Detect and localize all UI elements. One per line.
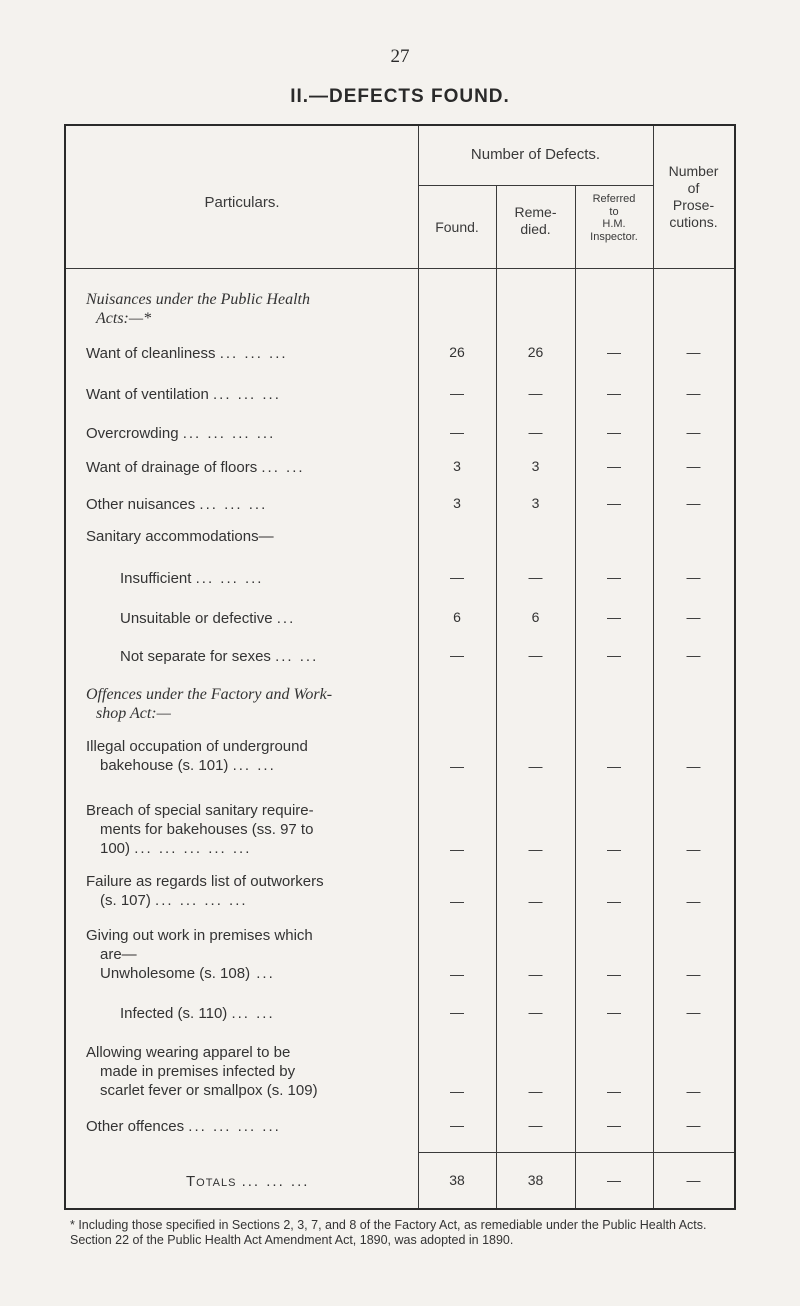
cell-referred: — <box>607 758 621 774</box>
cell-referred: — <box>607 1004 621 1020</box>
row-label-line: Giving out work in premises which <box>86 927 313 944</box>
column-divider <box>653 126 654 1208</box>
cell-remedied: — <box>528 758 543 774</box>
totals-label: Totals ... ... ... <box>186 1173 310 1190</box>
cell-prosecutions: — <box>686 893 701 909</box>
cell-remedied: — <box>528 841 543 857</box>
cell-referred: — <box>607 458 621 474</box>
cell-remedied: — <box>528 424 543 440</box>
header-referred <box>575 193 653 243</box>
cell-referred: — <box>607 424 621 440</box>
header-rule <box>66 268 734 269</box>
header-referred-line: H.M. <box>602 218 626 230</box>
cell-found: 38 <box>449 1172 465 1188</box>
row-label-line: Failure as regards list of outworkers <box>86 873 324 890</box>
cell-prosecutions: — <box>686 458 701 474</box>
cell-remedied: — <box>528 1083 543 1099</box>
cell-found: — <box>450 385 464 401</box>
row-label: Not separate for sexes ... ... <box>120 648 319 665</box>
cell-prosecutions: — <box>686 1004 701 1020</box>
cell-remedied: — <box>528 647 543 663</box>
cell-remedied: 26 <box>527 344 544 360</box>
cell-referred: — <box>607 893 621 909</box>
section-heading-line: Nuisances under the Public Health <box>86 291 310 308</box>
row-label <box>86 872 416 910</box>
header-particulars: Particulars. <box>204 194 280 211</box>
header-subrule <box>418 185 653 186</box>
footnote: * Including those specified in Sections 2, 3, 7, and 8 of the Factory Act, as remediable under the Public Health Acts. Section 22 of the Public Health Act Amendment Act, 1890, was adopted in 1890. <box>70 1218 707 1247</box>
row-label-line: Illegal occupation of underground <box>86 738 308 755</box>
cell-found: — <box>450 569 464 585</box>
header-number-of-defects: Number of Defects. <box>470 146 601 163</box>
cell-referred: — <box>607 1172 621 1188</box>
section-heading-offences <box>86 685 332 723</box>
page-title: II.—DEFECTS FOUND. <box>290 86 510 107</box>
cell-prosecutions: — <box>686 495 701 511</box>
cell-referred: — <box>607 569 621 585</box>
section-heading-sanitary: Sanitary accommodations— <box>86 528 274 545</box>
page-number: 27 <box>390 46 410 67</box>
cell-referred: — <box>607 1117 621 1133</box>
row-label-line: ments for bakehouses (ss. 97 to <box>100 821 314 838</box>
row-label <box>86 737 416 775</box>
cell-remedied: 3 <box>531 495 540 511</box>
cell-referred: — <box>607 385 621 401</box>
cell-prosecutions: — <box>686 424 701 440</box>
cell-found: — <box>450 966 464 982</box>
cell-prosecutions: — <box>686 344 701 360</box>
row-label-line: 100) ... ... ... ... ... <box>100 840 252 857</box>
row-label: Insufficient ... ... ... <box>120 570 264 587</box>
row-label: Want of cleanliness ... ... ... <box>86 345 288 362</box>
cell-found: 6 <box>453 609 461 625</box>
cell-prosecutions: — <box>686 966 701 982</box>
row-label: Want of drainage of floors ... ... <box>86 459 305 476</box>
cell-found: 3 <box>453 458 461 474</box>
row-label-line: made in premises infected by <box>100 1063 296 1080</box>
cell-remedied: — <box>528 1004 543 1020</box>
cell-found: 3 <box>453 495 461 511</box>
row-label <box>86 1043 416 1100</box>
row-label <box>86 926 416 983</box>
cell-remedied: — <box>528 893 543 909</box>
header-remedied <box>496 204 575 238</box>
row-label-line: Breach of special sanitary require- <box>86 802 314 819</box>
section-heading-line: shop Act:— <box>96 705 171 722</box>
cell-referred: — <box>607 647 621 663</box>
cell-referred: — <box>607 344 621 360</box>
cell-prosecutions: — <box>686 841 701 857</box>
section-heading-line: Acts:—* <box>96 310 152 327</box>
cell-prosecutions: — <box>686 1083 701 1099</box>
header-prosecutions-line: Number <box>668 163 719 179</box>
cell-prosecutions: — <box>686 569 701 585</box>
cell-remedied: — <box>528 966 543 982</box>
cell-referred: — <box>607 966 621 982</box>
column-divider <box>418 126 419 1208</box>
row-label <box>86 801 416 858</box>
cell-found: — <box>450 758 464 774</box>
section-heading-nuisances <box>86 290 310 328</box>
section-heading-line: Offences under the Factory and Work- <box>86 686 333 703</box>
row-label-line: scarlet fever or smallpox (s. 109) <box>100 1082 318 1099</box>
cell-found: — <box>450 893 464 909</box>
cell-found: — <box>450 647 464 663</box>
cell-found: — <box>450 424 464 440</box>
cell-found: — <box>450 1004 464 1020</box>
row-label: Overcrowding ... ... ... ... <box>86 425 276 442</box>
cell-found: 26 <box>449 344 465 360</box>
cell-prosecutions: — <box>686 1172 701 1188</box>
cell-referred: — <box>607 495 621 511</box>
cell-remedied: 3 <box>531 458 540 474</box>
header-prosecutions <box>653 163 734 231</box>
cell-remedied: 38 <box>527 1172 544 1188</box>
row-label-line: (s. 107) ... ... ... ... <box>100 892 248 909</box>
header-prosecutions-line: Prose- <box>672 197 715 213</box>
cell-found: — <box>450 1083 464 1099</box>
row-label: Want of ventilation ... ... ... <box>86 386 281 403</box>
row-label-line: are— <box>100 946 137 963</box>
cell-found: — <box>450 841 464 857</box>
row-label: Other offences ... ... ... ... <box>86 1118 281 1135</box>
cell-referred: — <box>607 841 621 857</box>
row-label: Unsuitable or defective ... <box>120 610 296 627</box>
column-divider <box>496 186 497 1208</box>
cell-prosecutions: — <box>686 385 701 401</box>
row-label: Other nuisances ... ... ... <box>86 496 268 513</box>
cell-referred: — <box>607 609 621 625</box>
cell-remedied: — <box>528 569 543 585</box>
header-referred-line: Referred <box>592 193 636 205</box>
header-found: Found. <box>435 219 479 235</box>
header-remedied-line: Reme- <box>514 204 557 220</box>
cell-found: — <box>450 1117 464 1133</box>
cell-prosecutions: — <box>686 609 701 625</box>
cell-remedied: — <box>528 1117 543 1133</box>
row-label-line: Allowing wearing apparel to be <box>86 1044 291 1061</box>
cell-remedied: 6 <box>531 609 540 625</box>
header-prosecutions-line: of <box>687 180 700 196</box>
row-label-line: bakehouse (s. 101) ... ... <box>100 757 276 774</box>
column-divider <box>575 186 576 1208</box>
totals-rule <box>418 1152 734 1153</box>
cell-remedied: — <box>528 385 543 401</box>
header-referred-line: to <box>609 205 619 218</box>
row-label: Infected (s. 110) ... ... <box>120 1005 275 1022</box>
cell-prosecutions: — <box>686 758 701 774</box>
header-referred-line: Inspector. <box>590 230 638 243</box>
header-prosecutions-line: cutions. <box>669 214 718 230</box>
cell-prosecutions: — <box>686 1117 701 1133</box>
row-label-line: Unwholesome (s. 108) ... <box>100 965 275 982</box>
header-remedied-line: died. <box>520 221 551 237</box>
cell-prosecutions: — <box>686 647 701 663</box>
cell-referred: — <box>607 1083 621 1099</box>
